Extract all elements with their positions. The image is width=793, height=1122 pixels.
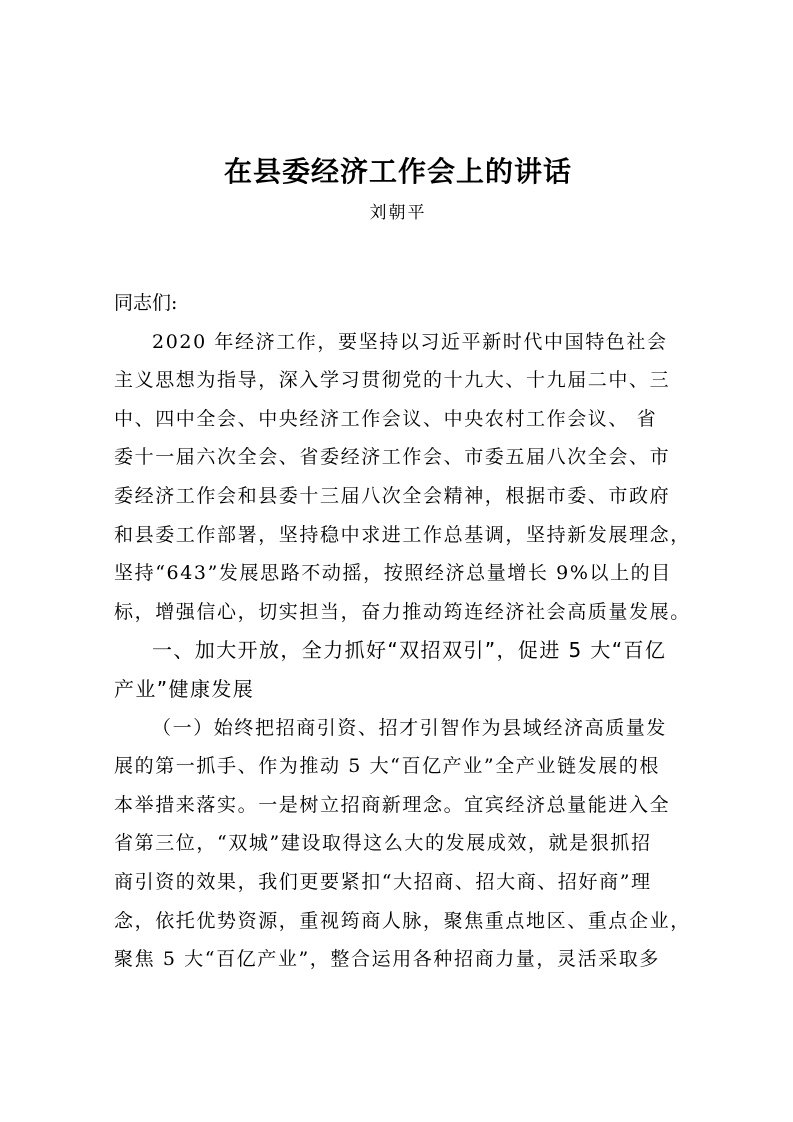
paragraph-line: 本举措来落实。一是树立招商新理念。宜宾经济总量能进入全 (114, 793, 671, 816)
paragraph-line: （一）始终把招商引资、招才引智作为县域经济高质量发 (152, 716, 668, 739)
paragraph-line: 商引资的效果，我们更要紧扣“大招商、招大商、招好商”理 (114, 870, 652, 893)
heading-line: 一、加大开放，全力抓好“双招双引”，促进 5 大“百亿 (152, 638, 667, 663)
author-name: 刘朝平 (369, 203, 427, 223)
paragraph-line: 展的第一抓手、作为推动 5 大“百亿产业”全产业链发展的根 (114, 755, 660, 778)
document-page (114, 150, 691, 979)
section-1-paragraph (114, 709, 691, 979)
paragraph-line: 省第三位，“双城”建设取得这么大的发展成效，就是狠抓招 (114, 832, 652, 855)
section-heading-1 (114, 631, 682, 708)
paragraph-line: 标，增强信心，切实担当，奋力推动筠连经济社会高质量发展。 (114, 600, 691, 623)
paragraph-line: 念，依托优势资源，重视筠商人脉，聚焦重点地区、重点企业， (114, 909, 691, 932)
paragraph-line: 主义思想为指导，深入学习贯彻党的十九大、十九届二中、三 (114, 369, 671, 392)
paragraph-line: 2020 年经济工作，要坚持以习近平新时代中国特色社会 (152, 330, 668, 353)
paragraph-line: 和县委工作部署，坚持稳中求进工作总基调，坚持新发展理念， (114, 523, 691, 546)
document-title: 在县委经济工作会上的讲话 (223, 155, 572, 188)
paragraph-line: 委经济工作会和县委十三届八次全会精神，根据市委、市政府 (114, 484, 671, 507)
paragraph-line: 中、四中全会、中央经济工作会议、中央农村工作会议、 省 (114, 407, 658, 430)
paragraph-line: 委十一届六次全会、省委经济工作会、市委五届八次全会、市 (114, 446, 671, 469)
paragraph-line: 坚持“643”发展思路不动摇，按照经济总量增长 9%以上的目 (114, 562, 672, 585)
salutation: 同志们: (114, 292, 178, 314)
paragraph-line: 聚焦 5 大“百亿产业”，整合运用各种招商力量，灵活采取多 (114, 948, 660, 971)
intro-paragraph (114, 323, 691, 632)
heading-line: 产业”健康发展 (114, 676, 255, 701)
